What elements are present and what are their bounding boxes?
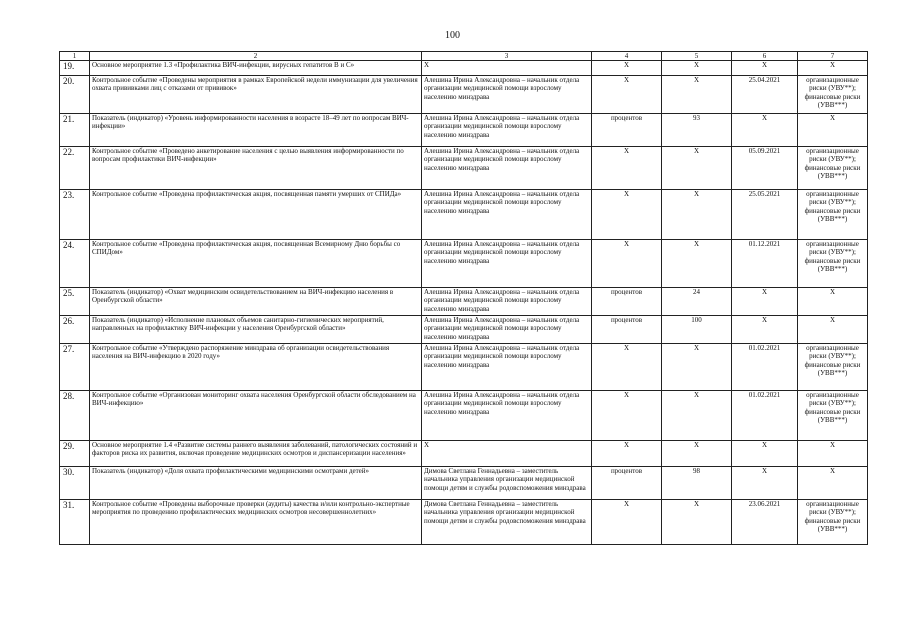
table-row [60,441,868,467]
row-unit: Х [592,190,662,240]
table-row [60,147,868,190]
row-number: 26. [60,316,90,344]
row-number: 29. [60,441,90,467]
row-date: 25.05.2021 [732,190,798,240]
row-value: Х [662,61,732,76]
row-unit: процентов [592,316,662,344]
row-name: Основное мероприятие 1.4 «Развитие системы раннего выявления заболеваний, патологических состояний и факторов риска их развития, включая проведение медицинских осмотров и диспансеризации населения» [90,441,422,467]
row-name: Показатель (индикатор) «Уровень информированности населения в возрасте 18–49 лет по вопросам ВИЧ-инфекции» [90,114,422,147]
row-value: Х [662,391,732,441]
row-name: Контрольное событие «Проведено анкетирование населения с целью выявления информированности по вопросам профилактики ВИЧ-инфекции» [90,147,422,190]
row-value: Х [662,76,732,114]
row-date: Х [732,441,798,467]
row-name: Показатель (индикатор) «Охват медицинским освидетельствованием на ВИЧ-инфекцию населения в Оренбургской области» [90,288,422,316]
row-number: 22. [60,147,90,190]
row-unit: Х [592,61,662,76]
table-row [60,190,868,240]
row-responsible: Х [422,61,592,76]
row-name: Контрольное событие «Организован мониторинг охвата населения Оренбургской области обследованием на ВИЧ-инфекцию» [90,391,422,441]
row-date: 01.12.2021 [732,240,798,288]
row-risks: организационные риски (УВУ**); финансовые риски (УВВ***) [798,391,868,441]
table-row [60,61,868,76]
row-date: 25.04.2021 [732,76,798,114]
table-row [60,114,868,147]
row-value: Х [662,240,732,288]
row-value: Х [662,190,732,240]
row-responsible: Алешина Ирина Александровна – начальник отдела организации медицинской помощи взрослому населению минздрава [422,147,592,190]
row-date: 01.02.2021 [732,391,798,441]
row-responsible: Алешина Ирина Александровна – начальник отдела организации медицинской помощи взрослому населению минздрава [422,114,592,147]
row-risks: организационные риски (УВУ**); финансовые риски (УВВ***) [798,500,868,545]
row-name: Показатель (индикатор) «Исполнение плановых объемов санитарно-гигиенических мероприятий, направленных на профилактику ВИЧ-инфекции у населения Оренбургской области» [90,316,422,344]
row-name: Контрольное событие «Проведена профилактическая акция, посвященная Всемирному Дню борьбы со СПИДом» [90,240,422,288]
header-cell: 3 [422,52,592,61]
row-responsible: Алешина Ирина Александровна – начальник отдела организации медицинской помощи взрослому населению минздрава [422,316,592,344]
row-unit: процентов [592,467,662,500]
row-risks: Х [798,114,868,147]
row-value: Х [662,500,732,545]
row-date: Х [732,467,798,500]
row-responsible: Алешина Ирина Александровна – начальник отдела организации медицинской помощи взрослому населению минздрава [422,190,592,240]
row-value: 100 [662,316,732,344]
table-row [60,76,868,114]
header-cell: 7 [798,52,868,61]
row-value: Х [662,344,732,391]
row-name: Контрольное событие «Утверждено распоряжение минздрава об организации освидетельствования населения на ВИЧ-инфекцию в 2020 году» [90,344,422,391]
row-risks: организационные риски (УВУ**); финансовые риски (УВВ***) [798,240,868,288]
row-number: 31. [60,500,90,545]
row-risks: организационные риски (УВУ**); финансовые риски (УВВ***) [798,344,868,391]
header-cell: 1 [60,52,90,61]
row-risks: Х [798,316,868,344]
row-number: 25. [60,288,90,316]
row-number: 28. [60,391,90,441]
row-date: 23.06.2021 [732,500,798,545]
row-value: 93 [662,114,732,147]
row-number: 23. [60,190,90,240]
row-unit: Х [592,240,662,288]
row-unit: Х [592,147,662,190]
row-value: Х [662,147,732,190]
row-unit: Х [592,500,662,545]
row-responsible: Димова Светлана Геннадьевна – заместитель начальника управления организации медицинской помощи детям и службы родовспоможения минздрава [422,467,592,500]
row-unit: процентов [592,288,662,316]
row-value: 98 [662,467,732,500]
table-row [60,288,868,316]
row-number: 24. [60,240,90,288]
row-risks: Х [798,441,868,467]
table-row [60,344,868,391]
row-date: Х [732,114,798,147]
row-value: 24 [662,288,732,316]
row-unit: Х [592,344,662,391]
row-responsible: Алешина Ирина Александровна – начальник отдела организации медицинской помощи взрослому населению минздрава [422,240,592,288]
row-responsible: Димова Светлана Геннадьевна – заместитель начальника управления организации медицинской помощи детям и службы родовспоможения минздрава [422,500,592,545]
row-name: Основное мероприятие 1.3 «Профилактика ВИЧ-инфекции, вирусных гепатитов В и С» [90,61,422,76]
table-row [60,391,868,441]
row-number: 30. [60,467,90,500]
row-unit: Х [592,76,662,114]
table-row [60,500,868,545]
table-row [60,240,868,288]
row-risks: Х [798,467,868,500]
row-name: Контрольное событие «Проведены выборочные проверки (аудиты) качества и/или контрольно-экспертные мероприятия по проведению профилактических медицинских осмотров несовершеннолетних» [90,500,422,545]
row-risks: Х [798,61,868,76]
page-number: 100 [445,30,460,41]
row-risks: организационные риски (УВУ**); финансовые риски (УВВ***) [798,190,868,240]
row-date: Х [732,316,798,344]
row-responsible: Х [422,441,592,467]
header-cell: 4 [592,52,662,61]
row-number: 19. [60,61,90,76]
row-date: 05.09.2021 [732,147,798,190]
row-unit: Х [592,391,662,441]
row-number: 20. [60,76,90,114]
row-unit: процентов [592,114,662,147]
row-name: Контрольное событие «Проведена профилактическая акция, посвященная памяти умерших от СПИДа» [90,190,422,240]
row-date: Х [732,288,798,316]
row-risks: организационные риски (УВУ**); финансовые риски (УВВ***) [798,76,868,114]
row-responsible: Алешина Ирина Александровна – начальник отдела организации медицинской помощи взрослому населению минздрава [422,344,592,391]
row-date: Х [732,61,798,76]
row-name: Контрольное событие «Проведены мероприятия в рамках Европейской недели иммунизации для увеличения охвата прививками лиц с отказами от прививок» [90,76,422,114]
header-row [60,52,868,61]
row-responsible: Алешина Ирина Александровна – начальник отдела организации медицинской помощи взрослому населению минздрава [422,76,592,114]
row-number: 21. [60,114,90,147]
row-risks: организационные риски (УВУ**); финансовые риски (УВВ***) [798,147,868,190]
header-cell: 5 [662,52,732,61]
header-cell: 2 [90,52,422,61]
row-number: 27. [60,344,90,391]
row-unit: Х [592,441,662,467]
header-cell: 6 [732,52,798,61]
row-responsible: Алешина Ирина Александровна – начальник отдела организации медицинской помощи взрослому населению минздрава [422,391,592,441]
plan-table [59,51,868,545]
row-name: Показатель (индикатор) «Доля охвата профилактическими медицинскими осмотрами детей» [90,467,422,500]
row-value: Х [662,441,732,467]
table-row [60,467,868,500]
row-risks: Х [798,288,868,316]
row-responsible: Алешина Ирина Александровна – начальник отдела организации медицинской помощи взрослому населению минздрава [422,288,592,316]
table-row [60,316,868,344]
row-date: 01.02.2021 [732,344,798,391]
